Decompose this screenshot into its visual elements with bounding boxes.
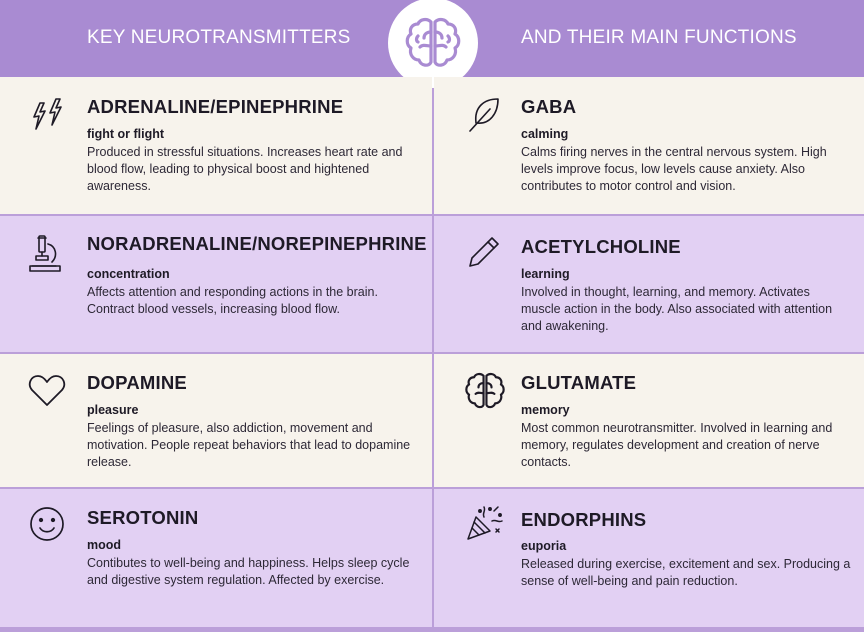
card-title: SEROTONIN [87, 507, 199, 528]
card-serotonin [0, 489, 432, 627]
card-subtitle: memory [521, 403, 570, 417]
grid-row-1 [0, 77, 864, 214]
card-description: Calms firing nerves in the central nervous system. High levels improve focus, low levels cause anxiety. Also contributes to motor control and vision. [521, 145, 827, 193]
card-subtitle: concentration [87, 267, 170, 281]
card-description: Contibutes to well-being and happiness. Helps sleep cycle and digestive system regulation. Affected by exercise. [87, 556, 410, 587]
card-title: GABA [521, 96, 577, 117]
card-subtitle: euporia [521, 539, 567, 553]
card-dopamine [0, 354, 432, 487]
card-description: Most common neurotransmitter. Involved in learning and memory, regulates development and creation of nerve contacts. [521, 421, 833, 469]
card-subtitle: learning [521, 267, 570, 281]
card-description: Released during exercise, excitement and sex. Producing a sense of well-being and pain reduction. [521, 557, 851, 588]
card-description: Involved in thought, learning, and memory. Activates muscle action in the body. Also associated with attention and awakening. [521, 285, 833, 333]
header-left-title: KEY NEUROTRANSMITTERS [87, 27, 351, 48]
microscope-icon [26, 232, 68, 274]
card-subtitle: mood [87, 538, 122, 552]
card-noradrenaline [0, 216, 432, 352]
brain-icon [464, 370, 506, 412]
card-title: GLUTAMATE [521, 372, 637, 393]
logo-badge [388, 0, 478, 88]
leaf-icon [464, 93, 506, 135]
card-description: Feelings of pleasure, also addiction, movement and motivation. People repeat behaviors that lead to dopamine release. [87, 421, 411, 469]
header-right-title: AND THEIR MAIN FUNCTIONS [521, 27, 797, 48]
smiley-icon [26, 503, 68, 545]
card-acetylcholine [434, 216, 864, 352]
card-title: ENDORPHINS [521, 509, 647, 530]
card-title: NORADRENALINE/NOREPINEPHRINE [87, 233, 427, 254]
card-gaba [434, 77, 864, 214]
card-title: DOPAMINE [87, 372, 187, 393]
card-description: Affects attention and responding actions in the brain. Contract blood vessels, increasing blood flow. [87, 285, 378, 316]
card-glutamate [434, 354, 864, 487]
grid-row-2 [0, 216, 864, 352]
card-adrenaline [0, 77, 432, 214]
pencil-icon [464, 232, 506, 274]
card-subtitle: pleasure [87, 403, 139, 417]
card-subtitle: fight or flight [87, 127, 165, 141]
lightning-icon [26, 93, 68, 135]
neurotransmitter-grid [0, 77, 864, 627]
party-popper-icon [464, 501, 506, 543]
heart-icon [26, 370, 68, 412]
card-title: ACETYLCHOLINE [521, 236, 681, 257]
card-subtitle: calming [521, 127, 569, 141]
grid-row-4 [0, 489, 864, 627]
footer-bar [0, 627, 864, 632]
card-description: Produced in stressful situations. Increases heart rate and blood flow, leading to physical boost and hightened awareness. [87, 145, 403, 193]
brain-icon [404, 16, 462, 70]
grid-row-3 [0, 354, 864, 487]
card-endorphins [434, 489, 864, 627]
card-title: ADRENALINE/EPINEPHRINE [87, 96, 344, 117]
